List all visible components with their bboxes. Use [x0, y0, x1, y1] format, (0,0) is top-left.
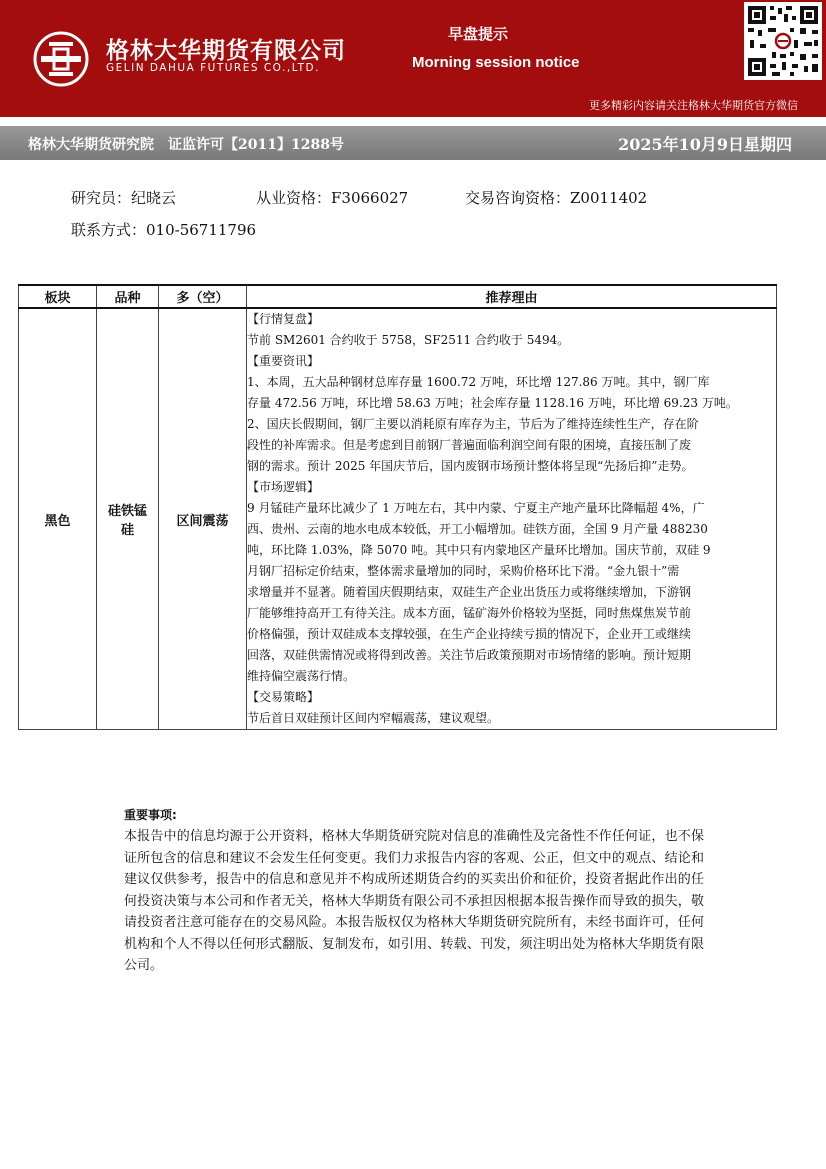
reason-line: 钢的需求。预计 2025 年国庆节后，国内废钢市场预计整体将呈现“先扬后抑”走势。: [247, 459, 694, 473]
recommendation-table: [18, 284, 777, 730]
reason-line: 1、本周，五大品种钢材总库存量 1600.72 万吨，环比增 127.86 万吨。其中，钢厂库: [247, 375, 710, 389]
consult-qualification: 交易咨询资格：Z0011402: [465, 189, 648, 207]
reason-line: 存量 472.56 万吨，环比增 58.63 万吨；社会库存量 1128.16 万吨，环比增 69.23 万吨。: [247, 396, 738, 410]
reason-line: 吨，环比降 1.03%，降 5070 吨。其中只有内蒙地区产量环比增加。国庆节前，双硅 9: [247, 543, 711, 557]
header-reason: 推荐理由: [247, 285, 777, 308]
reason-cell: [247, 308, 777, 730]
reason-line: 求增量并不显著。随着国庆假期结束，双硅生产企业出货压力或将继续增加，下游钢: [247, 585, 692, 599]
reason-line: 维持偏空震荡行情。: [247, 669, 356, 683]
header-direction: 多（空）: [159, 285, 247, 308]
qualification: 从业资格：F3066027: [256, 189, 409, 207]
table-header-row: [19, 285, 777, 308]
reason-line: 2、国庆长假期间，钢厂主要以消耗原有库存为主，节后为了维持连续性生产，存在阶: [247, 417, 699, 431]
reason-line: 【市场逻辑】: [247, 480, 320, 494]
institute-license: [28, 134, 344, 154]
reason-line: 节后首日双硅预计区间内窄幅震荡，建议观望。: [247, 711, 500, 725]
institute-name: 格林大华期货研究院: [28, 137, 154, 153]
company-name-en: GELIN DAHUA FUTURES CO.,LTD.: [106, 62, 320, 74]
wechat-qr-code-icon: [744, 2, 822, 80]
report-title-en: Morning session notice: [412, 54, 580, 71]
contact: 联系方式：010-56711796: [71, 221, 257, 239]
reason-line: 厂能够维持高开工有待关注。成本方面，锰矿海外价格较为坚挺，同时焦煤焦炭节前: [247, 606, 692, 620]
reason-line: 价格偏强，预计双硅成本支撑较强，在生产企业持续亏损的情况下，企业开工或继续: [247, 627, 692, 641]
variety-cell: [97, 308, 159, 730]
report-title-cn: 早盘提示: [448, 25, 509, 43]
reason-line: 【行情复盘】: [247, 312, 320, 326]
header-banner: [0, 0, 826, 117]
reason-line: 段性的补库需求。但是考虑到目前钢厂普遍面临利润空间有限的困境，直接压制了废: [247, 438, 692, 452]
reason-line: 【重要资讯】: [247, 354, 320, 368]
reason-line: 9 月锰硅产量环比减少了 1 万吨左右，其中内蒙、宁夏主产地产量环比降幅超 4%，广: [247, 501, 705, 515]
reason-line: 节前 SM2601 合约收于 5758，SF2511 合约收于 5494。: [247, 333, 570, 347]
notice-title: 重要事项:: [124, 808, 177, 822]
variety-line: 硅: [120, 523, 134, 538]
reason-line: 月钢厂招标定价结束，整体需求量增加的同时，采购价格环比下滑。“金九银十”需: [247, 564, 680, 578]
company-logo-icon: [32, 30, 90, 88]
header-variety: 品种: [97, 285, 159, 308]
header-sector: 板块: [19, 285, 97, 308]
variety-line: 硅铁锰: [107, 504, 147, 519]
direction-cell: 区间震荡: [159, 308, 247, 730]
sector-cell: 黑色: [19, 308, 97, 730]
report-info-band: [0, 126, 826, 160]
notice-body: 本报告中的信息均源于公开资料，格林大华期货研究院对信息的准确性及完备性不作任何证，也不保证所包含的信息和建议不会发生任何变更。我们力求报告内容的客观、公正，但文中的观点、结论和建议仅供参考，报告中的信息和意见并不构成所述期货合约的买卖出价和征价，投资者据此作出的任何投资决策与本公司和作者无关，格林大华期货有限公司不承担因根据本报告操作而导致的损失，敬请投资者注意可能存在的交易风险。本报告版权仅为格林大华期货研究院所有，未经书面许可，任何机构和个人不得以任何形式翻版、复制发布，如引用、转载、刊发，须注明出处为格林大华期货有限公司。: [124, 829, 704, 973]
researcher: 研究员：纪晓云: [71, 189, 177, 207]
company-name-cn: 格林大华期货有限公司: [106, 38, 346, 64]
table-row: [19, 308, 777, 730]
reason-line: 【交易策略】: [247, 690, 320, 704]
reason-line: 西、贵州、云南的地水电成本较低，开工小幅增加。硅铁方面，全国 9 月产量 488230: [247, 522, 708, 536]
reason-line: 回落，双硅供需情况或将得到改善。关注节后政策预期对市场情绪的影响。预计短期: [247, 648, 692, 662]
wechat-follow-note: 更多精彩内容请关注格林大华期货官方微信: [589, 99, 798, 112]
report-date: 2025年10月9日星期四: [618, 135, 792, 154]
license-number: 证监许可【2011】1288号: [168, 137, 344, 153]
